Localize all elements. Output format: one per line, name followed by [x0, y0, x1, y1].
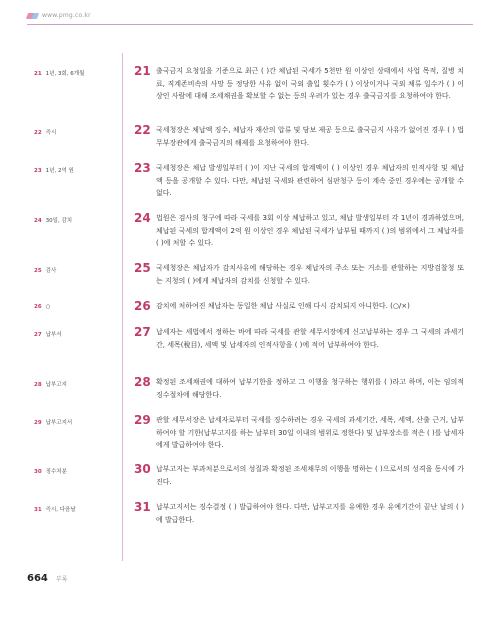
question-item: 29 관할 세무서장은 납세자로부터 국세를 징수하려는 경우 국세의 과세기간, 세목, 세액, 산출 근거, 납부하여야 할 기한(납부고지를 하는 날부터 30일 이내의 범위로 정한다) 및 납부장소를 적은 ( )를 납세자에게 발급하여야 한다.: [134, 413, 464, 450]
question-item: 23 국세청장은 체납 발생일부터 ( )이 지난 국세의 합계액이 ( ) 이상인 경우 체납자의 인적사항 및 체납액 등을 공개할 수 있다. 다만, 체납된 국세와 관련하여 심판청구 등이 계속 중인 경우에는 공개할 수 없다.: [134, 161, 464, 198]
answer-item: 31 즉시, 다음날: [34, 507, 76, 513]
answer-item: 24 30일, 감치: [34, 218, 73, 224]
brand-logo-icon: [27, 13, 39, 19]
question-item: 26 감치에 처하여진 체납자는 동일한 체납 사실로 인해 다시 감치되지 아니한다. (○/×): [134, 299, 410, 313]
page-footer: [27, 573, 67, 584]
answer-item: 23 1년, 2억 원: [34, 168, 74, 174]
answer-item: 30 징수처분: [34, 469, 67, 475]
column-divider: [122, 53, 123, 561]
question-item: 22 국세청장은 체납액 징수, 체납자 재산의 압류 및 담보 제공 등으로 출국금지 사유가 없어진 경우 ( ) 법무부장관에게 출국금지의 해제를 요청하여야 한다.: [134, 123, 464, 147]
site-url: www.pmg.co.kr: [42, 12, 91, 19]
header-divider: [27, 24, 473, 25]
page-number: 664: [27, 573, 48, 584]
question-item: 30 납부고지는 부과처분으로서의 성질과 확정된 조세채무의 이행을 명하는 ( )으로서의 성격을 동시에 가진다.: [134, 462, 464, 486]
answer-item: 21 1년, 3회, 6개월: [34, 71, 85, 77]
question-item: 24 법원은 검사의 청구에 따라 국세를 3회 이상 체납하고 있고, 체납 발생일부터 각 1년이 경과하였으며, 체납된 국세의 합계액이 2억 원 이상인 경우 체납된 국세가 납부될 때까지 ( )의 범위에서 그 체납자를 ( )에 처할 수 있다.: [134, 211, 464, 248]
answer-item: 29 납부고지서: [34, 420, 73, 426]
answer-item: 22 즉시: [34, 130, 57, 136]
question-item: 28 확정된 조세채권에 대하여 납부기한을 정하고 그 이행을 청구하는 행위를 ( )라고 하며, 이는 임의적 징수절차에 해당한다.: [134, 375, 464, 399]
question-item: 31 납부고지서는 징수결정 ( ) 발급하여야 한다. 다만, 납부고지를 유예한 경우 유예기간이 끝난 날의 ( )에 발급한다.: [134, 500, 464, 524]
answer-item: 25 검사: [34, 268, 57, 274]
question-item: 27 납세자는 세법에서 정하는 바에 따라 국세를 관할 세무서장에게 신고납부하는 경우 그 국세의 과세기간, 세목(稅目), 세액 및 납세자의 인적사항을 ( )에 적어 납부하여야 한다.: [134, 325, 464, 349]
section-label: 부록: [55, 576, 68, 583]
answer-item: 26 ○: [34, 304, 51, 310]
question-item: 25 국세청장은 체납자가 감치사유에 해당하는 경우 체납자의 주소 또는 거소를 관할하는 지방검찰청 또는 지청의 ( )에게 체납자의 감치를 신청할 수 있다.: [134, 261, 464, 285]
site-header: [27, 12, 91, 19]
question-item: 21 출국금지 요청일을 기준으로 최근 ( )간 체납된 국세가 5천만 원 이상인 상태에서 사업 목적, 질병 치료, 직계존비속의 사망 등 정당한 사유 없이 국외 출입 횟수가 ( ) 이상이거나 국외 체류 일수가 ( ) 이상인 사람에 대해 조세채권을 확보할 수 없는 등의 우려가 있는 경우 출국금지를 요청하여야 한다.: [134, 64, 464, 101]
answer-item: 27 납부서: [34, 332, 62, 338]
answer-item: 28 납부고지: [34, 382, 67, 388]
